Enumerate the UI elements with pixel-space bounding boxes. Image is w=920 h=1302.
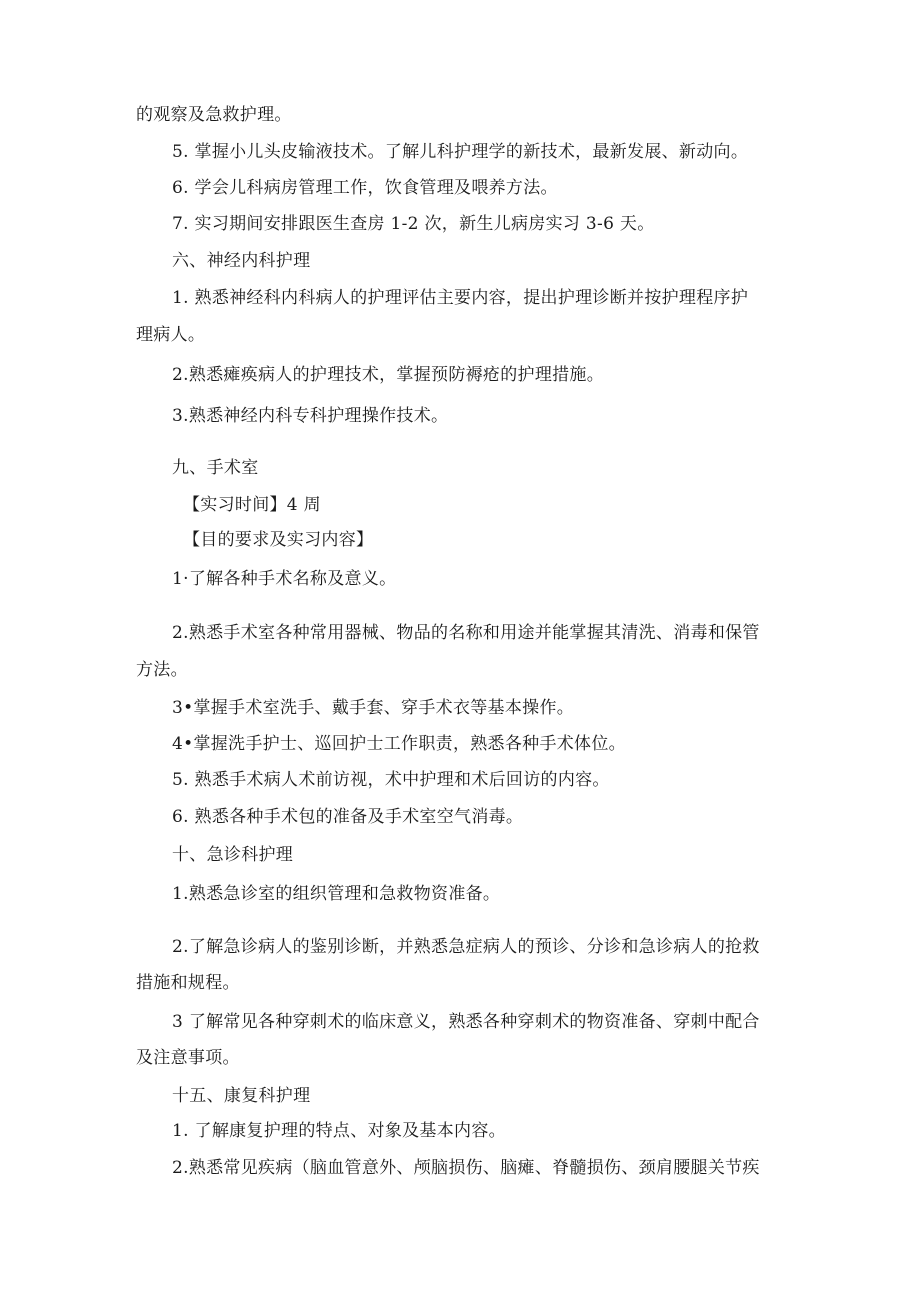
list-item: 2.了解急诊病人的鉴别诊断，并熟悉急症病人的预诊、分诊和急诊病人的抢救 (172, 937, 760, 957)
section-heading: 六、神经内科护理 (172, 251, 311, 271)
list-item: 5. 掌握小儿头皮输液技术。了解儿科护理学的新技术，最新发展、新动向。 (172, 142, 749, 162)
section-heading: 九、手术室 (172, 458, 259, 478)
text-line: 的观察及急救护理。 (136, 105, 292, 125)
list-item: 7. 实习期间安排跟医生查房 1-2 次，新生儿病房实习 3-6 天。 (172, 214, 655, 234)
list-item: 1.熟悉急诊室的组织管理和急救物资准备。 (172, 884, 501, 904)
list-item: 1·了解各种手术名称及意义。 (172, 569, 397, 589)
list-item: 2.熟悉手术室各种常用器械、物品的名称和用途并能掌握其清洗、消毒和保管 (172, 623, 760, 643)
section-heading: 十、急诊科护理 (172, 845, 294, 865)
section-heading: 十五、康复科护理 (172, 1086, 311, 1106)
text-line: 方法。 (136, 660, 188, 680)
list-item: 3 了解常见各种穿刺术的临床意义，熟悉各种穿刺术的物资准备、穿刺中配合 (172, 1012, 760, 1032)
text-line: 【目的要求及实习内容】 (183, 530, 374, 550)
list-item: 6. 熟悉各种手术包的准备及手术室空气消毒。 (172, 807, 524, 827)
list-item: 4•掌握洗手护士、巡回护士工作职责，熟悉各种手术体位。 (172, 734, 626, 754)
list-item: 2.熟悉瘫痪病人的护理技术，掌握预防褥疮的护理措施。 (172, 365, 605, 385)
list-item: 6. 学会儿科病房管理工作，饮食管理及喂养方法。 (172, 178, 558, 198)
text-line: 措施和规程。 (136, 973, 240, 993)
list-item: 1. 熟悉神经科内科病人的护理评估主要内容，提出护理诊断并按护理程序护 (172, 288, 749, 308)
text-line: 及注意事项。 (136, 1048, 240, 1068)
text-line: 【实习时间】4 周 (183, 495, 321, 515)
list-item: 5. 熟悉手术病人术前访视，术中护理和术后回访的内容。 (172, 770, 610, 790)
list-item: 3•掌握手术室洗手、戴手套、穿手术衣等基本操作。 (172, 698, 575, 718)
text-line: 理病人。 (136, 325, 206, 345)
list-item: 1. 了解康复护理的特点、对象及基本内容。 (172, 1121, 506, 1141)
list-item: 2.熟悉常见疾病（脑血管意外、颅脑损伤、脑瘫、脊髓损伤、颈肩腰腿关节疾 (172, 1158, 760, 1178)
list-item: 3.熟悉神经内科专科护理操作技术。 (172, 406, 449, 426)
